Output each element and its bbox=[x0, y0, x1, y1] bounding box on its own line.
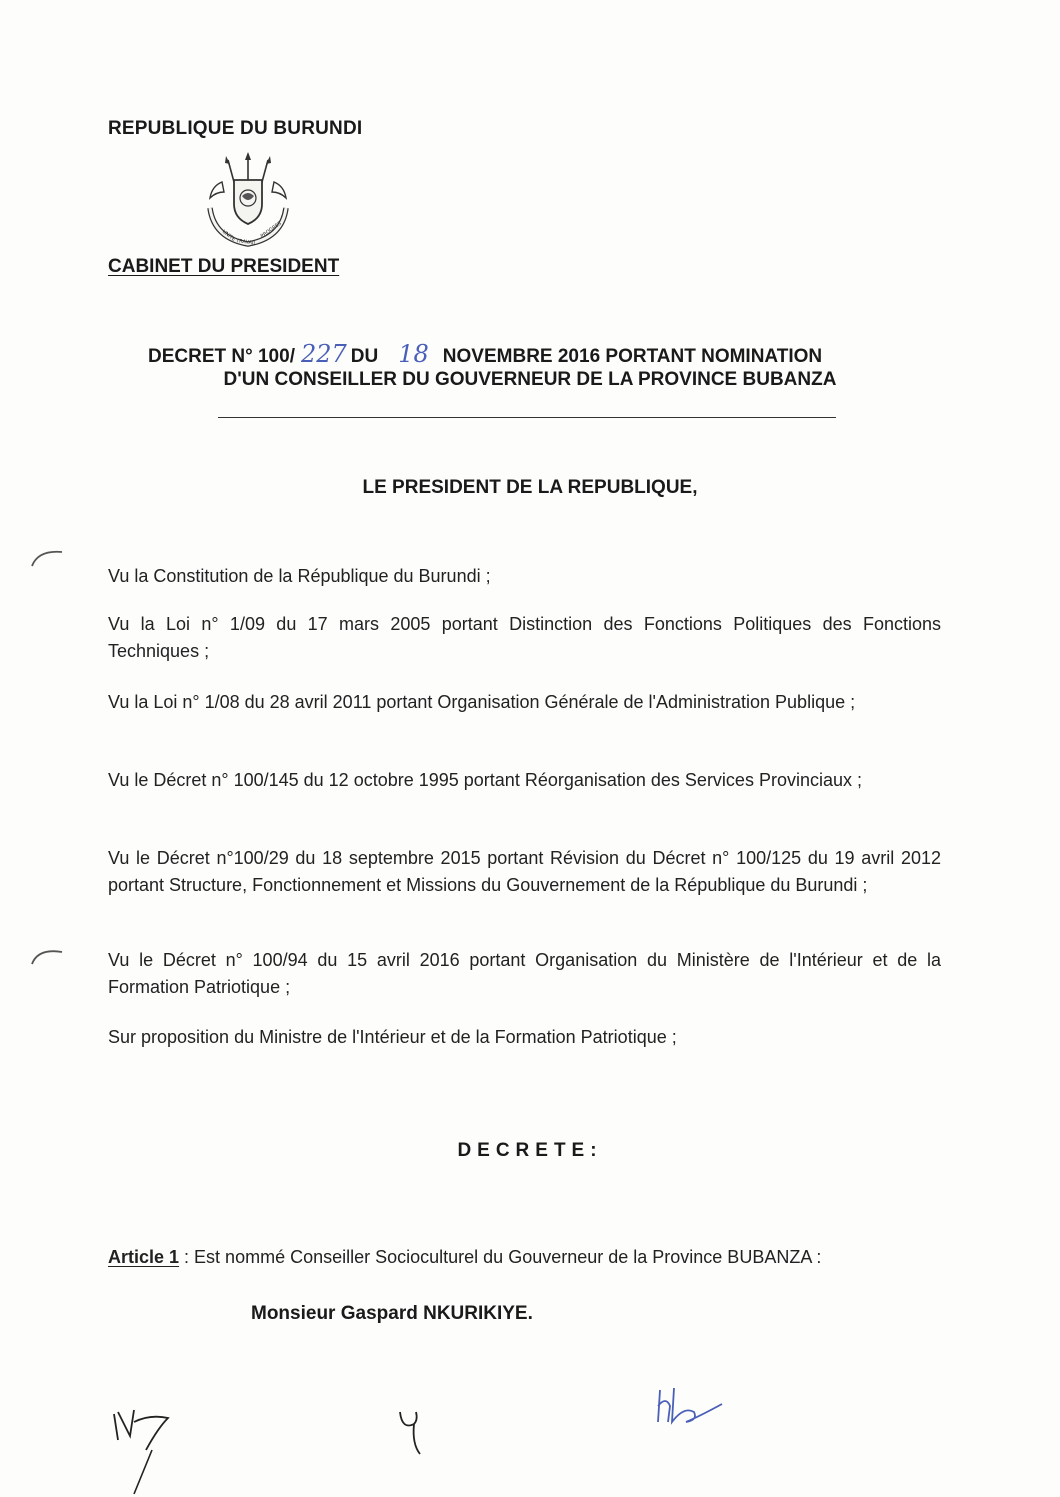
consideration-item: Vu la Loi n° 1/08 du 28 avril 2011 portant Organisation Générale de l'Administration Publique ; bbox=[108, 692, 856, 712]
punch-hole-mark bbox=[28, 944, 68, 968]
article-1-text: : Est nommé Conseiller Socioculturel du Gouverneur de la Province BUBANZA : bbox=[179, 1247, 822, 1267]
decrete-heading: DECRETE: bbox=[457, 1140, 603, 1161]
emblem-motto-travail: TRAVAIL bbox=[235, 238, 257, 247]
handwritten-initials-mark bbox=[392, 1404, 432, 1464]
consideration-item: Sur proposition du Ministre de l'Intérieur et de la Formation Patriotique ; bbox=[108, 1027, 677, 1047]
handwritten-decree-number: 227 bbox=[300, 340, 347, 368]
decree-number-prefix: DECRET N° 100/ bbox=[148, 346, 295, 367]
authority-heading: LE PRESIDENT DE LA REPUBLIQUE, bbox=[362, 477, 698, 498]
consideration-item: Vu la Loi n° 1/09 du 17 mars 2005 portant Distinction des Fonctions Politiques des Fonctions Techniques ; bbox=[108, 614, 941, 661]
handwritten-initials-mark bbox=[650, 1382, 730, 1432]
decree-title-line1 bbox=[148, 340, 822, 368]
title-divider bbox=[218, 417, 836, 418]
coat-of-arms-emblem bbox=[198, 152, 298, 248]
decree-du: DU bbox=[350, 346, 379, 367]
cabinet-heading: CABINET DU PRESIDENT bbox=[108, 256, 340, 277]
punch-hole-mark bbox=[28, 546, 68, 570]
consideration-item: Vu le Décret n° 100/94 du 15 avril 2016 portant Organisation du Ministère de l'Intérieur et de la Formation Patriotique ; bbox=[108, 950, 941, 997]
decree-title-rest: NOVEMBRE 2016 PORTANT NOMINATION bbox=[442, 346, 823, 367]
article-1-label: Article 1 bbox=[108, 1247, 180, 1267]
consideration-item: Vu le Décret n° 100/145 du 12 octobre 1995 portant Réorganisation des Services Provinciaux ; bbox=[108, 770, 862, 790]
handwritten-decree-day: 18 bbox=[398, 340, 429, 368]
consideration-item: Vu la Constitution de la République du Burundi ; bbox=[108, 566, 491, 586]
handwritten-initials-mark bbox=[106, 1400, 186, 1496]
article-1 bbox=[108, 1247, 821, 1268]
nominee-name: Monsieur Gaspard NKURIKIYE. bbox=[251, 1303, 533, 1324]
consideration-item: Vu le Décret n°100/29 du 18 septembre 2015 portant Révision du Décret n° 100/125 du 19 avril 2012 portant Structure, Fonctionnement et Missions du Gouvernement de la République du Burundi ; bbox=[108, 848, 941, 895]
emblem-motto-progres: PROGRES bbox=[259, 220, 283, 240]
republic-heading: REPUBLIQUE DU BURUNDI bbox=[108, 118, 363, 139]
emblem-motto-unite: UNITE bbox=[220, 228, 237, 243]
decree-title-line2: D'UN CONSEILLER DU GOUVERNEUR DE LA PROVINCE BUBANZA bbox=[223, 369, 837, 390]
